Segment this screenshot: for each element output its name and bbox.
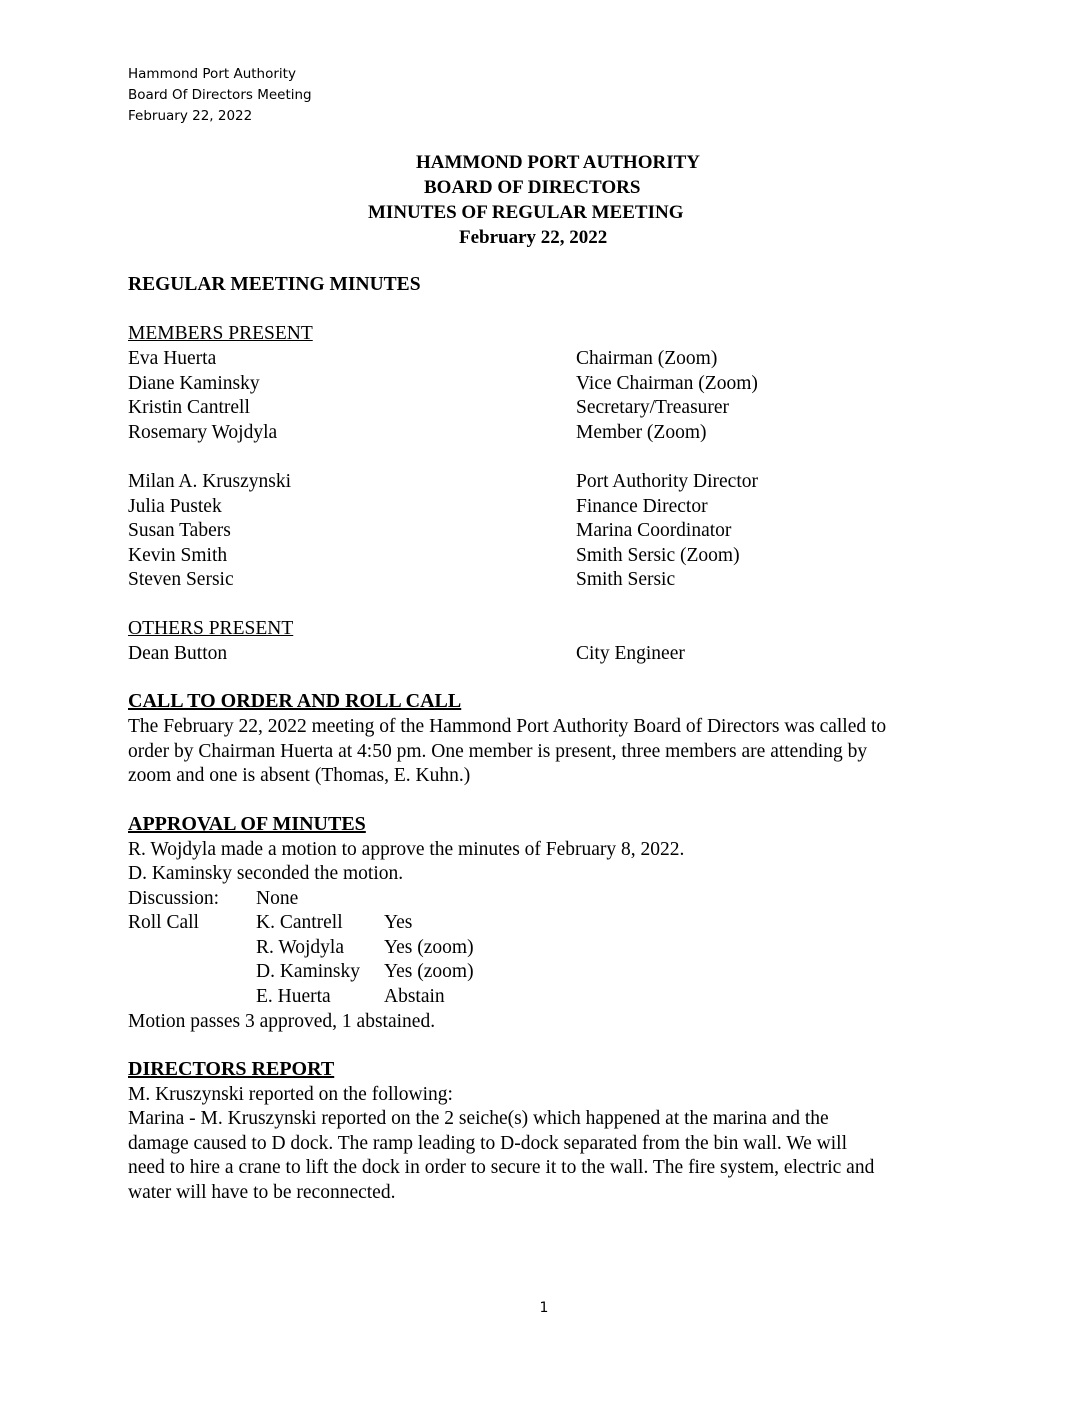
member-role: Member (Zoom) [576, 422, 707, 443]
staff-role: Finance Director [576, 496, 708, 517]
member-name: Rosemary Wojdyla [128, 422, 278, 443]
running-header [128, 64, 312, 127]
approval-second: D. Kaminsky seconded the motion. [128, 863, 404, 884]
vote-name: R. Wojdyla [256, 937, 344, 958]
header-date: February 22, 2022 [128, 108, 253, 124]
members-present-label: MEMBERS PRESENT [128, 323, 313, 344]
vote-value: Abstain [384, 986, 445, 1007]
member-role: Vice Chairman (Zoom) [576, 373, 758, 394]
approval-motion: R. Wojdyla made a motion to approve the minutes of February 8, 2022. [128, 839, 685, 860]
staff-role: Smith Sersic (Zoom) [576, 545, 740, 566]
directors-report-intro: M. Kruszynski reported on the following: [128, 1084, 453, 1105]
motion-result: Motion passes 3 approved, 1 abstained. [128, 1011, 436, 1032]
vote-value: Yes [384, 912, 413, 933]
paragraph-line: Marina - M. Kruszynski reported on the 2 seiche(s) which happened at the marina and the [128, 1108, 829, 1129]
title-date: February 22, 2022 [459, 227, 608, 248]
member-name: Eva Huerta [128, 348, 217, 369]
regular-meeting-heading: REGULAR MEETING MINUTES [128, 274, 421, 295]
paragraph-line: water will have to be reconnected. [128, 1181, 396, 1203]
discussion-value: None [256, 888, 299, 909]
discussion-label: Discussion: [128, 888, 220, 909]
header-meeting: Board Of Directors Meeting [128, 87, 312, 103]
staff-name: Steven Sersic [128, 569, 234, 590]
call-to-order-heading: CALL TO ORDER AND ROLL CALL [128, 690, 462, 712]
staff-name: Milan A. Kruszynski [128, 471, 292, 492]
roll-call-label: Roll Call [128, 912, 199, 933]
staff-role: Port Authority Director [576, 471, 758, 492]
other-role: City Engineer [576, 643, 685, 664]
vote-value: Yes (zoom) [384, 961, 474, 982]
directors-report-paragraph [128, 1107, 958, 1205]
vote-name: D. Kaminsky [256, 961, 360, 982]
member-name: Kristin Cantrell [128, 397, 250, 418]
vote-name: E. Huerta [256, 986, 331, 1007]
staff-role: Marina Coordinator [576, 520, 732, 541]
member-role: Secretary/Treasurer [576, 397, 730, 418]
paragraph-line: order by Chairman Huerta at 4:50 pm. One member is present, three members are attending by [128, 740, 868, 762]
staff-name: Julia Pustek [128, 496, 222, 517]
call-to-order-paragraph [128, 715, 958, 789]
paragraph-line: zoom and one is absent (Thomas, E. Kuhn.) [128, 765, 471, 787]
header-org: Hammond Port Authority [128, 66, 296, 82]
member-role: Chairman (Zoom) [576, 348, 718, 369]
approval-heading: APPROVAL OF MINUTES [128, 813, 366, 835]
vote-value: Yes (zoom) [384, 937, 474, 958]
paragraph-line: The February 22, 2022 meeting of the Hammond Port Authority Board of Directors was called to [128, 716, 887, 737]
other-name: Dean Button [128, 643, 228, 664]
page-number: 1 [539, 1300, 549, 1316]
member-name: Diane Kaminsky [128, 373, 260, 394]
staff-role: Smith Sersic [576, 569, 676, 590]
others-present-label: OTHERS PRESENT [128, 618, 294, 639]
vote-name: K. Cantrell [256, 912, 343, 933]
staff-name: Kevin Smith [128, 545, 228, 566]
directors-report-heading: DIRECTORS REPORT [128, 1058, 335, 1080]
staff-name: Susan Tabers [128, 520, 231, 541]
title-minutes: MINUTES OF REGULAR MEETING [368, 202, 684, 223]
title-org: HAMMOND PORT AUTHORITY [416, 152, 700, 173]
paragraph-line: damage caused to D dock. The ramp leading to D-dock separated from the bin wall. We will [128, 1132, 847, 1154]
paragraph-line: need to hire a crane to lift the dock in order to secure it to the wall. The fire system, electric and [128, 1157, 875, 1179]
title-board: BOARD OF DIRECTORS [424, 177, 641, 198]
